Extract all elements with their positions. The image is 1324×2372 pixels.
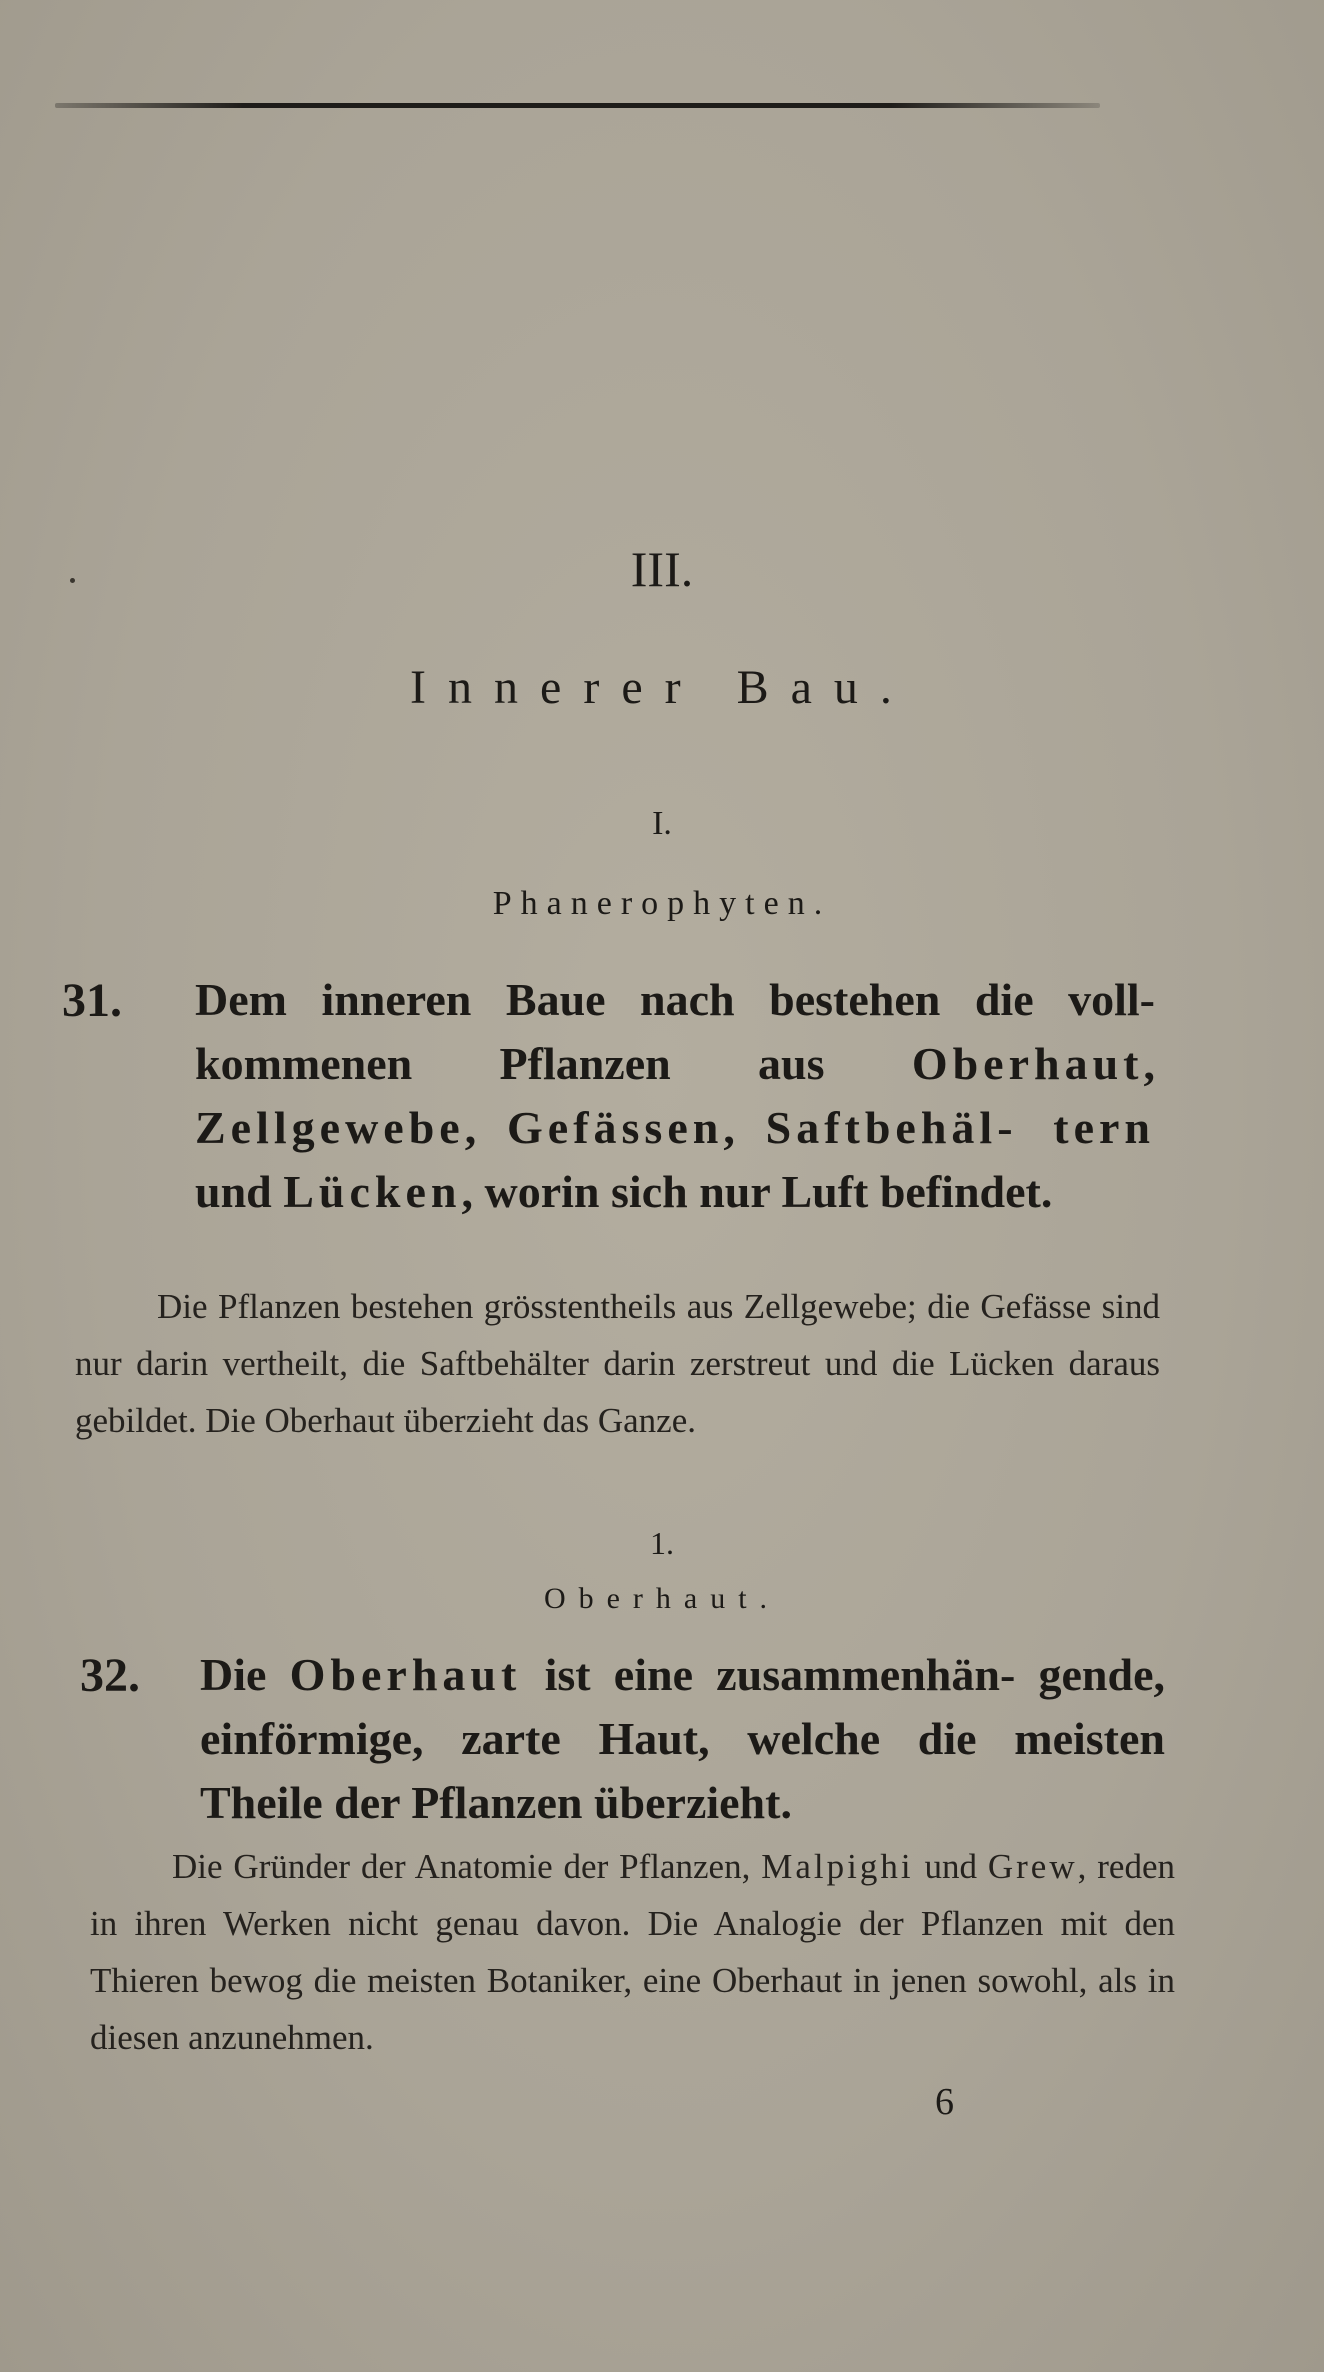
paragraph-31-number: 31. <box>62 974 122 1027</box>
paragraph-31-thesis <box>195 968 1155 1224</box>
thesis-text: Dem inneren Baue nach bestehen die voll- kommenen Pflanzen aus <box>195 974 1155 1089</box>
term-saftbehaeltern: Saftbehäl- tern <box>765 1102 1156 1153</box>
body-text: und <box>913 1847 988 1886</box>
paragraph-32-thesis <box>200 1643 1165 1835</box>
thesis-text: , worin sich nur Luft befindet. <box>461 1166 1053 1217</box>
subsection-1-title: Oberhaut. <box>543 1582 781 1615</box>
term-gefaessen: Gefässen <box>507 1102 724 1153</box>
paragraph-32-body <box>90 1838 1175 2066</box>
thesis-text: , <box>723 1102 766 1153</box>
body-text: Die Gründer der Anatomie der Pflanzen, <box>172 1847 762 1886</box>
body-text: , reden in ihren Werken nicht genau davon. Die Analogie der Pflanzen mit den Thieren bewog die meisten Botaniker, eine Oberhaut in jenen sowohl, als in diesen anzunehmen. <box>90 1847 1176 2057</box>
thesis-text: ist eine zusammenhän- gende, einförmige, zarte Haut, welche die meisten Theile der Pflanzen überzieht. <box>200 1649 1165 1828</box>
term-zellgewebe: Zellgewebe <box>195 1102 465 1153</box>
term-oberhaut: Oberhaut <box>911 1038 1144 1089</box>
section-roman-numeral: III. <box>630 541 694 597</box>
term-oberhaut: Oberhaut <box>289 1649 522 1700</box>
page-number: 6 <box>935 2081 954 2123</box>
section-title: Innerer Bau. <box>410 661 914 714</box>
term-luecken: Lücken <box>283 1166 462 1217</box>
paragraph-32-number: 32. <box>80 1649 140 1702</box>
thesis-text: , <box>1143 1038 1155 1089</box>
thesis-text: , <box>464 1102 507 1153</box>
thesis-text: und <box>195 1166 284 1217</box>
name-malpighi: Malpighi <box>761 1847 914 1886</box>
thesis-text: Die <box>200 1649 290 1700</box>
paragraph-31-body: Die Pflanzen bestehen grösstentheils aus Zellgewebe; die Gefässe sind nur darin vertheilt, die Saftbehälter darin zerstreut und die Lücken daraus gebildet. Die Oberhaut überzieht das Ganze. <box>75 1287 1160 1440</box>
header-rule <box>55 103 1100 108</box>
subsection-title: Phanerophyten. <box>492 885 832 922</box>
subsection-number: I. <box>652 805 672 842</box>
subsection-1-number: 1. <box>650 1525 674 1561</box>
name-grew: Grew <box>987 1847 1078 1886</box>
